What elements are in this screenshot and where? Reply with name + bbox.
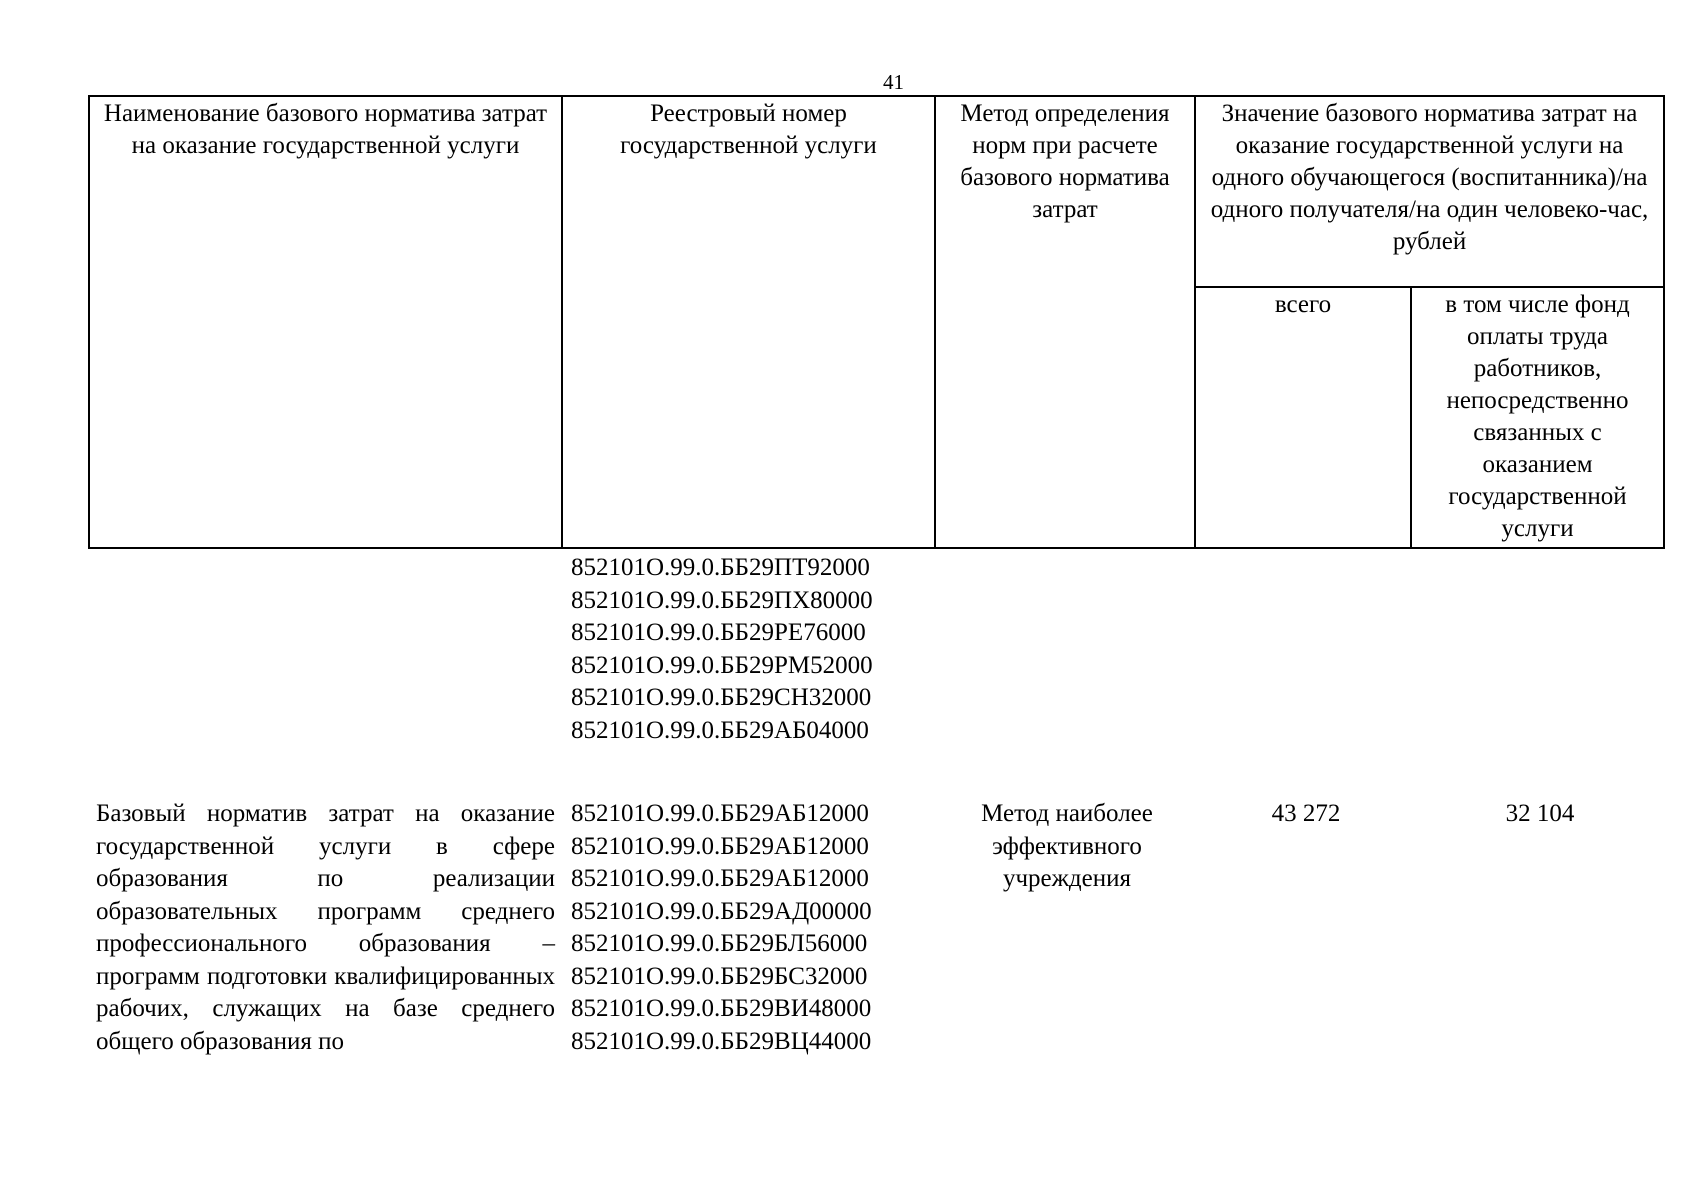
- registry-code: 852101О.99.0.ББ29РЕ76000: [571, 619, 866, 646]
- header-value-column: Значение базового норматива затрат на оказание государственной услуги на одного обучающегося (воспитанника)/на одного получателя/на один человеко-час, рублей: [1195, 96, 1664, 287]
- registry-code: 852101О.99.0.ББ29ПТ92000: [571, 554, 870, 581]
- registry-code: 852101О.99.0.ББ29АБ04000: [571, 716, 869, 744]
- registry-code: 852101О.99.0.ББ29БЛ56000: [571, 930, 868, 957]
- registry-code: 852101О.99.0.ББ29АБ12000: [571, 865, 869, 892]
- continued-registry-codes: [571, 552, 873, 747]
- registry-code: 852101О.99.0.ББ29ПХ80000: [571, 586, 873, 614]
- registry-code: 852101О.99.0.ББ29ВЦ44000: [571, 1027, 872, 1055]
- registry-code: 852101О.99.0.ББ29ВИ48000: [571, 995, 872, 1022]
- header-wage-subcolumn: в том числе фонд оплаты труда работников, непосредственно связанных с оказанием государственной услуги: [1411, 287, 1664, 548]
- norm-name-cell: Базовый норматив затрат на оказание государственной услуги в сфере образования по реализации образовательных программ среднего профессионального образования – программ подготовки квалифицированных рабочих, служащих на базе среднего общего образования по: [96, 800, 555, 1055]
- registry-code: 852101О.99.0.ББ29БС32000: [571, 962, 868, 990]
- header-name-column: Наименование базового норматива затрат на оказание государственной услуги: [89, 96, 562, 548]
- registry-code: 852101О.99.0.ББ29АБ12000: [571, 800, 869, 827]
- registry-code: 852101О.99.0.ББ29РМ52000: [571, 651, 873, 679]
- wage-fund-value-cell: 32 104: [1505, 800, 1575, 827]
- registry-code: 852101О.99.0.ББ29АД00000: [571, 897, 872, 925]
- registry-code: 852101О.99.0.ББ29СН32000: [571, 684, 872, 711]
- row-registry-codes: [571, 798, 872, 1058]
- table-header: [88, 95, 1665, 549]
- total-value-cell: 43 272: [1271, 800, 1341, 827]
- header-method-column: Метод определения норм при расчете базового норматива затрат: [935, 96, 1195, 548]
- method-cell: Метод наиболее эффективного учреждения: [981, 800, 1153, 892]
- registry-code: 852101О.99.0.ББ29АБ12000: [571, 832, 869, 860]
- header-registry-column: Реестровый номер государственной услуги: [562, 96, 935, 548]
- header-total-subcolumn: всего: [1195, 287, 1411, 548]
- page-number: 41: [883, 70, 904, 94]
